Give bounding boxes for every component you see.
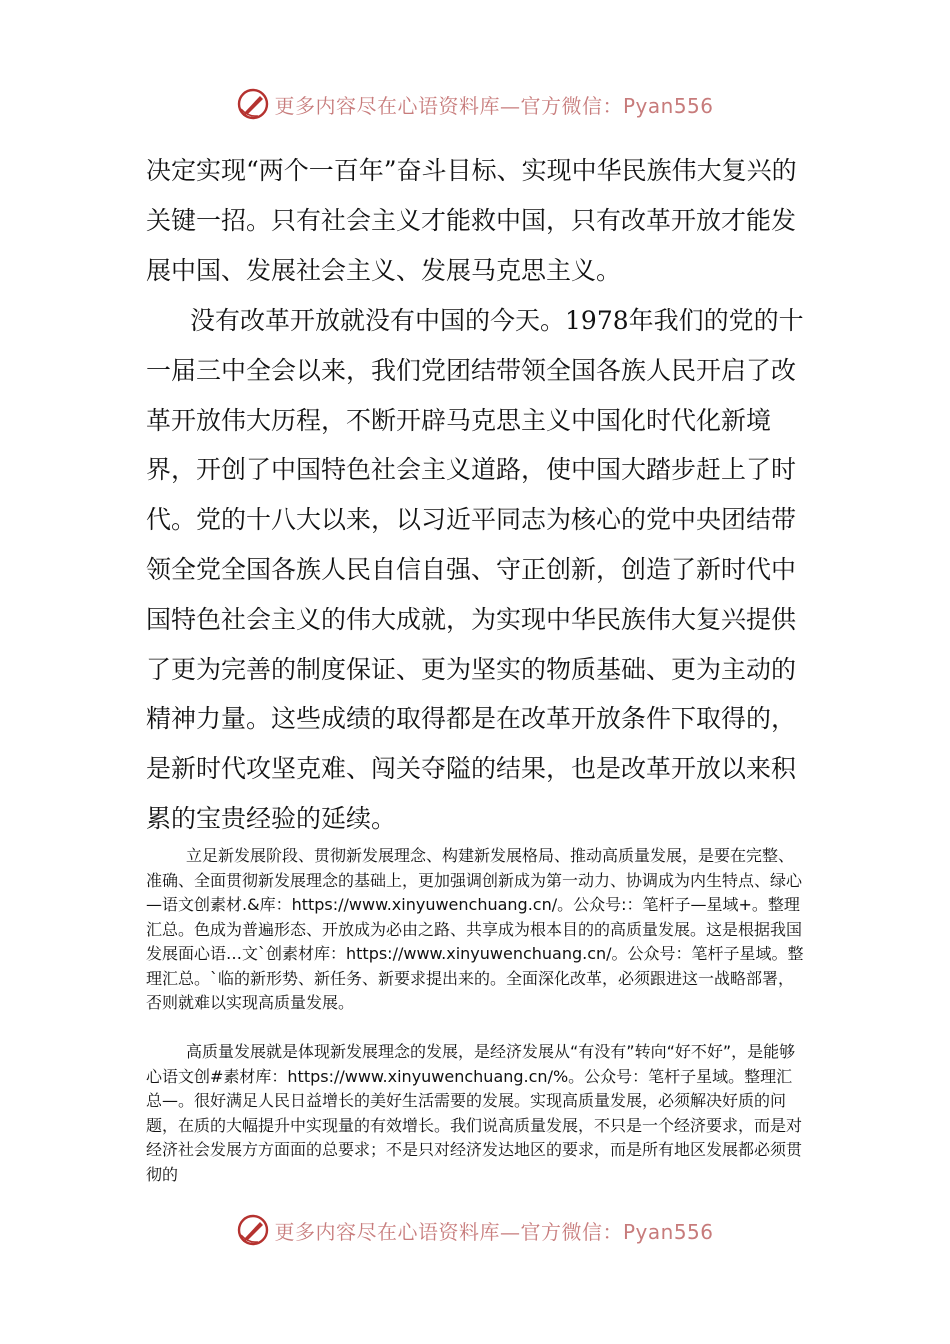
header-banner — [0, 84, 950, 124]
paragraph-4: 高质量发展就是体现新发展理念的发展，是经济发展从“有没有”转向“好不好”，是能够心语文创#素材库：https://www.xinyuwenchuang.cn/%。公众号：笔杆子星域。整理汇总—。很好满足人民日益增长的美好生活需要的发展。实现高质量发展，必须解决好质的问题，在质的大幅提升中实现量的有效增长。我们说高质量发展，不只是一个经济要求，而是对经济社会发展方方面面的总要求；不是只对经济发达地区的要求，而是所有地区发展都必须贯彻的 — [146, 1042, 803, 1184]
footer-banner — [0, 1210, 950, 1250]
header-wechat-id: Pyan556 — [622, 93, 714, 118]
paragraph-3: 立足新发展阶段、贯彻新发展理念、构建新发展格局、推动高质量发展，是要在完整、准确、全面贯彻新发展理念的基础上，更加强调创新成为第一动力、协调成为内生特点、绿心—语文创素材.&库：https://www.xinyuwenchuang.cn/。公众号:：笔杆子—星域+。整理汇总。色成为普遍形态、开放成为必由之路、共享成为根本目的的高质量发展。这是根据我国发展面心语…文`创素材库：https://www.xinyuwenchuang.cn/。公众号：笔杆子星域。整理汇总。`临的新形势、新任务、新要求提出来的。全面深化改革，必须跟进这一战略部署，否则就难以实现高质量发展。 — [146, 846, 804, 1012]
footer-wechat-id: Pyan556 — [622, 1219, 714, 1244]
paragraph-2: 没有改革开放就没有中国的今天。1978年我们的党的十一届三中全会以来，我们党团结带领全国各族人民开启了改革开放伟大历程，不断开辟马克思主义中国化时代化新境界，开创了中国特色社会主义道路，使中国大踏步赶上了时代。党的十八大以来，以习近平同志为核心的党中央团结带领全党全国各族人民自信自强、守正创新，创造了新时代中国特色社会主义的伟大成就，为实现中华民族伟大复兴提供了更为完善的制度保证、更为坚实的物质基础、更为主动的精神力量。这些成绩的取得都是在改革开放条件下取得的，是新时代攻坚克难、闯关夺隘的结果，也是改革开放以来积累的宝贵经验的延续。 — [146, 306, 804, 833]
footer-title: 更多内容尽在心语资料库—官方微信： — [274, 1219, 623, 1244]
header-banner-text — [274, 90, 713, 119]
footer-banner-text — [274, 1216, 713, 1245]
paragraph-1: 决定实现“两个一百年”奋斗目标、实现中华民族伟大复兴的关键一招。只有社会主义才能救中国，只有改革开放才能发展中国、发展社会主义、发展马克思主义。 — [146, 156, 797, 285]
pen-seal-logo-icon — [236, 87, 270, 121]
header-title: 更多内容尽在心语资料库—官方微信： — [274, 93, 623, 118]
pen-seal-logo-icon — [236, 1213, 270, 1247]
